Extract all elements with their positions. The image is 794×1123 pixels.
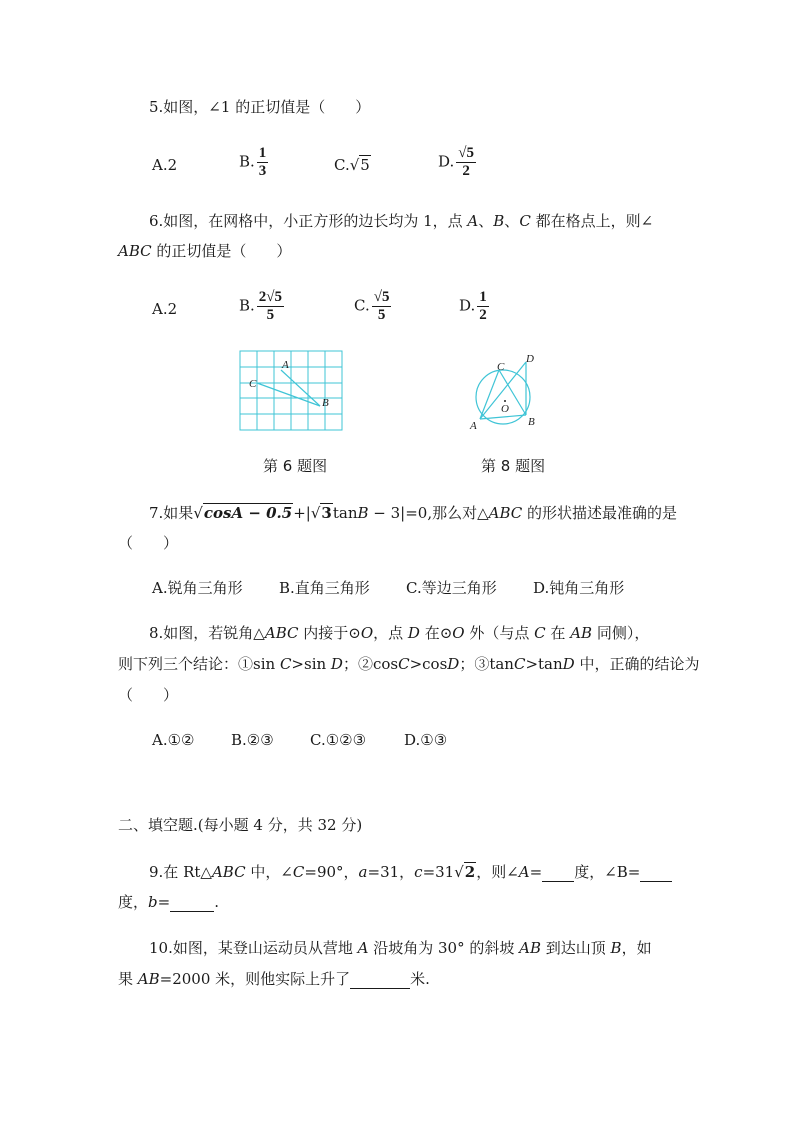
q10-c: 到达山顶 xyxy=(541,939,611,957)
q8-option-a: A.①② xyxy=(152,731,195,749)
q7-radicand: cosA − 0.5 xyxy=(203,504,293,522)
q6-c-radicand: 5 xyxy=(381,289,390,305)
q5-c-radicand: 5 xyxy=(360,156,370,174)
q7-tail: 的形状描述最准确的是 xyxy=(522,504,678,522)
segment-ac xyxy=(480,370,499,419)
q9-l2-a: 度， xyxy=(118,893,149,911)
q6-angle-abc: ABC xyxy=(118,242,152,260)
q9-stem-line2 xyxy=(118,892,219,912)
q7-option-c: C.等边三角形 xyxy=(406,579,497,597)
q8-text-c: ，点 xyxy=(373,624,408,642)
q8-option-c: C.①②③ xyxy=(310,731,367,749)
q7-sqrt-expression: √cosA − 0.5 xyxy=(193,504,293,522)
q6-option-c xyxy=(354,289,391,324)
q6-b-coef: 2 xyxy=(258,289,267,305)
q8-stem-line1 xyxy=(149,623,649,643)
q8-l2-e: ；③tan xyxy=(459,655,514,673)
q10-l2-a: 果 xyxy=(118,970,138,988)
q6-stem-text-c: 的正切值是（ ） xyxy=(151,242,292,260)
q9-blank-1[interactable] xyxy=(542,881,574,882)
q6-option-d xyxy=(459,289,489,324)
center-dot xyxy=(504,400,506,402)
q5-stem: 5.如图，∠1 的正切值是（ ） xyxy=(149,98,371,116)
segment-cb xyxy=(257,383,320,406)
q8-text-g: 在 xyxy=(545,624,571,642)
q6-option-d-fraction xyxy=(477,289,489,324)
q6-stem-line2 xyxy=(118,241,291,261)
q8-l2-c3: C xyxy=(513,655,526,673)
q7-after: − 3|=0,那么对△ xyxy=(368,504,489,522)
figure-6-caption: 第 6 题图 xyxy=(263,457,328,475)
q8-l2-d1: D xyxy=(330,655,343,673)
q8-l2-b: >sin xyxy=(291,655,331,673)
q9-g: ，则∠ xyxy=(476,863,519,881)
fig8-label-b: B xyxy=(528,416,535,428)
q5-option-b xyxy=(239,145,268,180)
q6-option-c-fraction xyxy=(372,289,392,324)
q7-option-d: D.钝角三角形 xyxy=(533,579,625,597)
q5-option-d-fraction xyxy=(456,145,476,180)
q6-b-denominator: 5 xyxy=(266,307,275,323)
q10-var-ab: AB xyxy=(519,939,541,957)
q6-stem-text-b: 都在格点上，则∠ xyxy=(530,212,654,230)
q6-c-numerator: √5 xyxy=(373,289,390,305)
q9-f: =31 xyxy=(422,863,455,881)
fig6-label-a: A xyxy=(282,359,289,371)
q6-option-c-prefix: C. xyxy=(354,296,370,315)
q9-sqrt2: √2 xyxy=(454,863,476,881)
q9-d: =90°， xyxy=(304,863,359,881)
q8-var-c: C xyxy=(534,624,546,642)
q8-var-o2: O xyxy=(452,624,465,642)
fig8-label-c: C xyxy=(497,361,505,373)
q6-option-d-prefix: D. xyxy=(459,296,476,315)
q5-option-d-prefix: D. xyxy=(438,152,455,171)
q10-var-b: B xyxy=(610,939,622,957)
q5-option-c-prefix: C. xyxy=(334,156,350,174)
q9-e: =31， xyxy=(367,863,415,881)
q9-radicand: 2 xyxy=(464,863,476,881)
q8-l2-c2: C xyxy=(398,655,410,673)
q9-l2-b: = xyxy=(157,893,171,911)
q8-var-abc: ABC xyxy=(264,624,299,642)
q9-i: 度，∠B= xyxy=(574,863,641,881)
q9-blank-3[interactable] xyxy=(170,911,214,912)
fig6-label-c: C xyxy=(249,378,257,390)
q5-option-c-sqrt: √5 xyxy=(349,156,370,174)
q6-stem-text-a: 6.如图，在网格中，小正方形的边长均为 1，点 xyxy=(149,212,468,230)
q10-a: 10.如图，某登山运动员从营地 xyxy=(149,939,358,957)
q7-var-abc: ABC xyxy=(488,504,523,522)
q8-l2-d2: D xyxy=(447,655,460,673)
q8-option-b: B.②③ xyxy=(231,731,274,749)
q10-blank[interactable] xyxy=(350,988,410,989)
fig6-label-b: B xyxy=(322,397,329,409)
q9-var-a-angle: A xyxy=(518,863,530,881)
q6-c-denominator: 5 xyxy=(377,307,386,323)
q8-var-o: O xyxy=(360,624,374,642)
q10-d: ，如 xyxy=(621,939,652,957)
q8-l2-c1: C xyxy=(279,655,292,673)
q8-l2-g: 中，正确的结论为 xyxy=(574,655,700,673)
q7-radicand-3: 3 xyxy=(321,504,332,522)
q7-prefix: 7.如果 xyxy=(149,504,194,522)
q6-option-b-prefix: B. xyxy=(239,296,255,315)
q6-option-a: A.2 xyxy=(152,300,178,318)
q8-text-f: 外（与点 xyxy=(464,624,535,642)
figure-8-circle xyxy=(464,350,544,434)
q8-l2-d: >cos xyxy=(409,655,448,673)
q8-var-ab: AB xyxy=(570,624,593,642)
q5-b-numerator: 1 xyxy=(258,145,267,161)
q8-l2-a: 则下列三个结论：①sin xyxy=(118,655,280,673)
q5-option-d xyxy=(438,145,476,180)
q9-h: = xyxy=(529,863,543,881)
q9-var-a: a xyxy=(358,863,368,881)
q8-l2-f: >tan xyxy=(525,655,563,673)
fig8-label-a: A xyxy=(470,420,477,432)
segment-ab xyxy=(281,370,320,406)
q7-stem-line1 xyxy=(149,503,677,523)
q7-var-b: B xyxy=(357,504,369,522)
q5-option-b-fraction xyxy=(257,145,269,180)
q7-sqrt3: √3 xyxy=(310,504,332,522)
q9-var-c: C xyxy=(292,863,305,881)
q6-sep2: 、 xyxy=(504,212,520,230)
q6-point-a: A xyxy=(467,212,479,230)
q8-text-b: 内接于⊙ xyxy=(298,624,361,642)
q9-a: 9.在 Rt△ xyxy=(149,863,212,881)
q6-d-denominator: 2 xyxy=(479,307,487,323)
section-2-title: 二、填空题.(每小题 4 分，共 32 分) xyxy=(118,816,363,834)
q8-text-a: 8.如图，若锐角△ xyxy=(149,624,265,642)
q5-d-numerator: √5 xyxy=(458,145,474,161)
q10-l2-b: =2000 米，则他实际上升了 xyxy=(159,970,351,988)
q5-b-denominator: 3 xyxy=(258,163,267,179)
q9-blank-2[interactable] xyxy=(640,881,672,882)
q6-sep1: 、 xyxy=(478,212,494,230)
q8-option-d: D.①③ xyxy=(404,731,448,749)
q7-tan: tan xyxy=(332,504,358,522)
q6-point-c: C xyxy=(519,212,531,230)
q9-var-abc: ABC xyxy=(211,863,246,881)
q10-var-a: A xyxy=(357,939,369,957)
figure-6-grid xyxy=(236,348,346,434)
q8-stem-line2 xyxy=(118,654,699,674)
q10-stem-line2 xyxy=(118,969,430,989)
q6-point-b: B xyxy=(493,212,505,230)
q8-var-d: D xyxy=(407,624,420,642)
q7-option-b: B.直角三角形 xyxy=(279,579,370,597)
q5-d-radicand: 5 xyxy=(466,145,474,161)
q9-var-c2: c xyxy=(414,863,423,881)
q6-d-numerator: 1 xyxy=(479,289,487,305)
q9-var-b: b xyxy=(148,893,158,911)
q5-option-b-prefix: B. xyxy=(239,152,255,171)
q6-b-numerator: 2√5 xyxy=(258,289,283,305)
q10-stem-line1 xyxy=(149,938,652,958)
q9-b: 中，∠ xyxy=(245,863,293,881)
q6-option-b xyxy=(239,289,284,324)
q5-option-a: A.2 xyxy=(152,156,178,174)
q8-answer-paren: （ ） xyxy=(118,686,179,704)
q5-d-denominator: 2 xyxy=(462,163,470,179)
q10-var-ab2: AB xyxy=(137,970,160,988)
q10-b: 沿坡角为 30° 的斜坡 xyxy=(368,939,520,957)
triangle-lines xyxy=(257,370,320,406)
fig8-label-o: O xyxy=(501,403,509,415)
q7-abs-open: +| xyxy=(293,504,311,522)
q5-option-c xyxy=(334,155,371,175)
q6-b-radicand: 5 xyxy=(274,289,283,305)
q8-text-e: 在⊙ xyxy=(419,624,453,642)
q6-stem-line1 xyxy=(149,211,653,231)
figure-8-caption: 第 8 题图 xyxy=(481,457,546,475)
q8-l2-d3: D xyxy=(562,655,575,673)
q7-answer-paren: （ ） xyxy=(118,534,179,552)
q7-option-a: A.锐角三角形 xyxy=(152,579,243,597)
q9-l2-c: . xyxy=(214,893,219,911)
q8-l2-c: ；②cos xyxy=(342,655,399,673)
grid-lines xyxy=(240,351,342,430)
q10-l2-c: 米. xyxy=(410,970,430,988)
q9-stem-line1 xyxy=(149,862,672,882)
fig8-label-d: D xyxy=(526,353,534,365)
q6-option-b-fraction xyxy=(257,289,284,324)
q8-text-h: 同侧）， xyxy=(592,624,650,642)
